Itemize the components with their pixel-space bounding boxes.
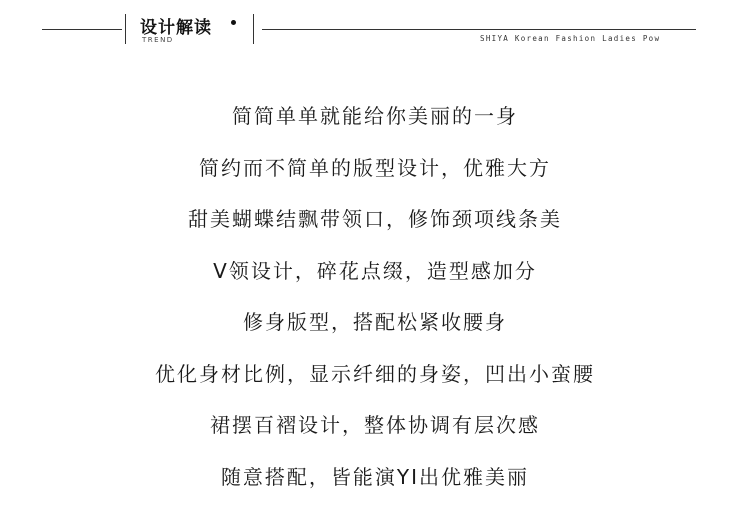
section-header: [0, 0, 750, 50]
section-subtitle: TREND: [142, 36, 174, 44]
description-line: 甜美蝴蝶结飘带领口，修饰颈项线条美: [188, 207, 562, 231]
description-line: 随意搭配，皆能演YI出优雅美丽: [220, 464, 530, 489]
description-line: 优化身材比例，显示纤细的身姿，凹出小蛮腰: [155, 361, 595, 386]
header-right-rule: [262, 29, 696, 30]
header-left-rule: [42, 29, 122, 30]
section-title: 设计解读: [140, 18, 212, 38]
header-right-bar: [253, 14, 254, 44]
description-line: 修身版型，搭配松紧收腰身: [243, 310, 507, 334]
description-text: [0, 96, 750, 508]
title-dot-icon: [231, 20, 236, 25]
brand-tagline: SHIYA Korean Fashion Ladies Pow: [480, 34, 661, 43]
description-line: 简约而不简单的版型设计，优雅大方: [199, 155, 551, 180]
description-line: 裙摆百褶设计，整体协调有层次感: [210, 413, 540, 437]
header-left-bar: [125, 14, 126, 44]
description-line: 简简单单就能给你美丽的一身: [232, 104, 518, 128]
description-line: V领设计，碎花点缀，造型感加分: [213, 258, 537, 283]
